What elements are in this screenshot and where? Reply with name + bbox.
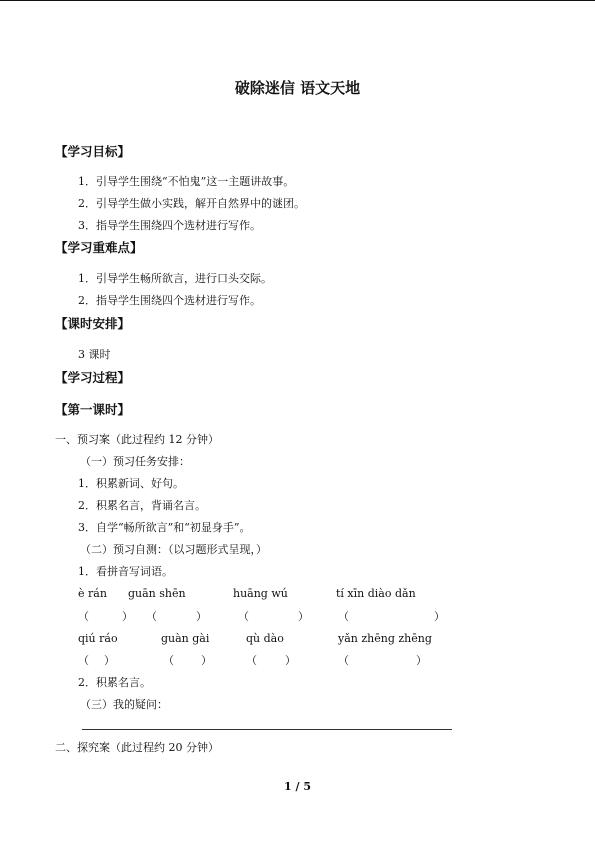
- answer-line: [82, 729, 452, 730]
- questions-heading: （三）我的疑问：: [80, 698, 168, 711]
- answer-blank-close: ）: [196, 610, 207, 623]
- answer-blank-open: （: [338, 610, 349, 623]
- pinyin-word: qù dào: [246, 632, 284, 645]
- preview-tasks-heading: （一）预习任务安排：: [80, 455, 190, 468]
- answer-blank-close: ）: [416, 654, 427, 667]
- key-point-item: 1．引导学生畅所欲言，进行口头交际。: [78, 272, 272, 285]
- schedule-heading: 【课时安排】: [55, 316, 131, 331]
- pinyin-word: qiú ráo: [78, 632, 118, 645]
- page-number: 1 / 5: [284, 780, 311, 793]
- answer-blank-open: （: [238, 610, 249, 623]
- objective-item: 2．引导学生做小实践，解开自然界中的谜团。: [78, 197, 305, 210]
- selftest-item: 2．积累名言。: [78, 676, 151, 689]
- answer-blank-open: （: [338, 654, 349, 667]
- objective-item: 1．引导学生围绕“不怕鬼”这一主题讲故事。: [78, 175, 295, 188]
- pinyin-word: è rán: [78, 587, 107, 600]
- objectives-heading: 【学习目标】: [55, 144, 131, 159]
- objective-item: 3．指导学生围绕四个选材进行写作。: [78, 219, 261, 232]
- answer-blank-close: ）: [285, 654, 296, 667]
- answer-blank-close: ）: [122, 610, 133, 623]
- answer-blank-close: ）: [104, 654, 115, 667]
- key-point-item: 2．指导学生围绕四个选材进行写作。: [78, 294, 261, 307]
- selftest-item: 1．看拼音写词语。: [78, 565, 173, 578]
- pinyin-word: tí xīn diào dǎn: [336, 587, 416, 600]
- process-heading: 【学习过程】: [55, 370, 131, 385]
- answer-blank-open: （: [163, 654, 174, 667]
- answer-blank-open: （: [78, 654, 89, 667]
- answer-blank-close: ）: [201, 654, 212, 667]
- schedule-text: 3 课时: [78, 348, 111, 361]
- answer-blank-open: （: [146, 610, 157, 623]
- preview-task-item: 1．积累新词、好句。: [78, 477, 184, 490]
- pinyin-word: guān shēn: [128, 587, 186, 600]
- answer-blank-open: （: [246, 654, 257, 667]
- answer-blank-close: ）: [434, 610, 445, 623]
- pinyin-word: yǎn zhēng zhēng: [338, 632, 432, 645]
- pinyin-word: huāng wú: [233, 587, 288, 600]
- answer-blank-open: （: [78, 610, 89, 623]
- key-points-heading: 【学习重难点】: [55, 240, 143, 255]
- preview-task-item: 2．积累名言，背诵名言。: [78, 499, 206, 512]
- preview-heading: 一、预习案（此过程约 12 分钟）: [55, 433, 219, 446]
- top-border: [0, 0, 595, 1]
- pinyin-word: guàn gài: [161, 632, 210, 645]
- lesson1-heading: 【第一课时】: [55, 402, 131, 417]
- page-title: 破除迷信 语文天地: [234, 79, 361, 97]
- selftest-heading: （二）预习自测：（以习题形式呈现，）: [80, 543, 267, 556]
- preview-task-item: 3．自学“畅所欲言”和“初显身手”。: [78, 521, 251, 534]
- answer-blank-close: ）: [298, 610, 309, 623]
- explore-heading: 二、探究案（此过程约 20 分钟）: [55, 741, 219, 754]
